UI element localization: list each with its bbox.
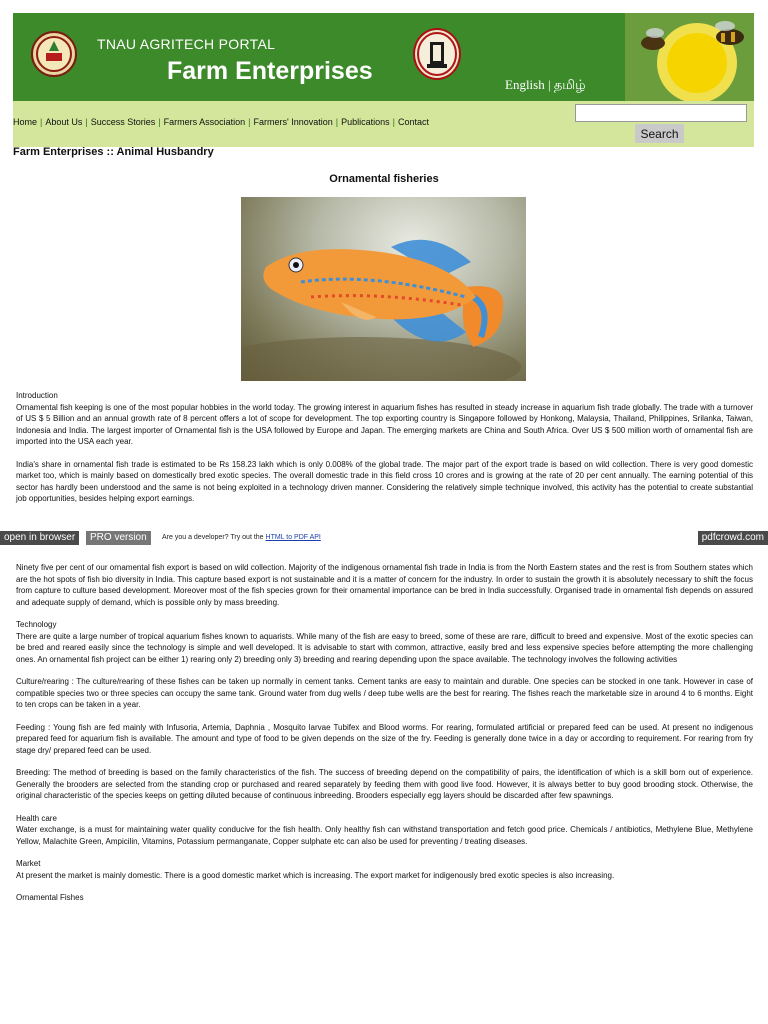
language-switcher: [505, 77, 586, 94]
intro-paragraph-1: Ornamental fish keeping is one of the most popular hobbies in the world today. The growing interest in aquarium fishes has resulted in steady increase in aquarium fish trade globally. The trade with a turnover of US $ 5 Billion and an annual growth rate of 8 percent offers a lot of scope for development. The top exporting country is Singapore followed by Honkong, Malaysia, Thailand, Philippines, Srilanka, Taiwan, Indonesia and India. The largest importer of Ornamental fish is the USA followed by Europe and Japan. The emerging markets are China and South Africa. Over US $ 500 million worth of ornamental fish are imported into the USA each year.: [16, 402, 753, 446]
pdfcrowd-link[interactable]: pdfcrowd.com: [698, 531, 768, 545]
pro-version-button[interactable]: PRO version: [86, 531, 151, 545]
site-title: Farm Enterprises: [167, 57, 373, 85]
nav-separator: |: [158, 117, 161, 127]
health-care-paragraph: Water exchange, is a must for maintaining water quality conducive for the fish health. Only healthy fish can withstand transportation and fetch good price. Chemicals / antibiotics, Methylene Blue, Methylene Yellow, Malachite Green, Ampicilin, Vitamins, Potassium permanganate, Copper sulphate etc can also be used for preventing / treating diseases.: [16, 825, 753, 846]
breadcrumb: Farm Enterprises :: Animal Husbandry: [13, 146, 214, 158]
breeding-paragraph: Breeding: The method of breeding is based on the family characteristics of the fish. The success of breeding depend on the compatibility of pairs, the identification of which is a skill born out of experience. Generally the brooders are selected from the standing crop or purchased and reared separately by feeding them with good live food. However, it is always better to buy good brooding stock. Otherwise, the original characteristic of the species keeps on getting diluted because of continuous inbreeding. Brooders especially egg layers should be discarded after few spawnings.: [16, 768, 753, 800]
main-content: [16, 562, 753, 904]
intro-section: [16, 390, 753, 505]
ornamental-fish-photo: [241, 197, 526, 381]
search-button[interactable]: Search: [635, 124, 684, 143]
open-in-browser-button[interactable]: open in browser: [0, 531, 79, 545]
nav-separator: |: [335, 117, 339, 127]
culture-paragraph: Culture/rearing : The culture/rearing of these fishes can be taken up normally in cement tanks. Cement tanks are easy to maintain and durable. One species can be stocked in one tank. However in case of compatible species two or three species can occupy the same tank. Ground water from dug wells / deep tube wells are the best for rearing. The fishes reach the marketable size in around 4 to 6 months. Eight to ten crops can be taken in a year.: [16, 677, 753, 709]
main-nav: [13, 101, 754, 147]
nav-about-us[interactable]: About Us: [45, 117, 83, 127]
portal-name: TNAU AGRITECH PORTAL: [97, 36, 276, 52]
pdfcrowd-bar: [0, 531, 768, 545]
intro-paragraph-3: Ninety five per cent of our ornamental fish export is based on wild collection. Majority of the indigenous ornamental fish trade in India is from the North Eastern states and the rest is from Southern states which are the hot spots of fish bio diversity in India. This capture based export is not sustainable and it is a matter of concern for the industry. In order to sustain the growth it is absolutely necessary to shift the focus from capture to culture based development. Moreover most of the fish species grown for their ornamental importance can be bred in India successfully. Organised trade in ornamental fish depends on assured and adequate supply of demand, which is possible only by mass breeding.: [16, 563, 753, 607]
developer-promo: [162, 534, 321, 541]
site-header: [13, 13, 754, 101]
lang-tamil-link[interactable]: தமிழ்: [553, 77, 586, 92]
bee-icon: [625, 13, 754, 101]
nav-farmers-innovation[interactable]: Farmers' Innovation: [253, 117, 333, 127]
market-paragraph: At present the market is mainly domestic. There is a good domestic market which is increasing. The export market for indigenously bred exotic species is also increasing.: [16, 870, 615, 880]
tn-government-emblem-icon: [413, 28, 461, 80]
nav-separator: |: [248, 117, 251, 127]
technology-paragraph: There are quite a large number of tropical aquarium fishes known to aquarists. While many of the fish are easy to breed, some of these are rare, difficult to breed and expensive. Most of the exotic species can be bred and reared easily since the technology is simple and well developed. It is advisable to start with common, attractive, easily bred and less expensive species before attempting the more challenging ones. An ornamental fish project can be either 1) rearing only 2) breeding only 3) breeding and rearing depending upon the space available. The technology involves the following activities: [16, 631, 753, 664]
nav-contact[interactable]: Contact: [397, 117, 429, 127]
market-heading: Market: [16, 859, 41, 868]
bee-flower-banner-image: [625, 13, 754, 101]
ornamental-fishes-heading: Ornamental Fishes: [16, 893, 84, 902]
intro-heading: Introduction: [16, 391, 58, 400]
html-to-pdf-api-link[interactable]: HTML to PDF API: [265, 534, 321, 541]
nav-farmers-association[interactable]: Farmers Association: [163, 117, 246, 127]
nav-links: [13, 117, 429, 127]
nav-separator: |: [392, 117, 395, 127]
feeding-paragraph: Feeding : Young fish are fed mainly with Infusoria, Artemia, Daphnia , Mosquito larvae Tubifex and Blood worms. For rearing, formulated artificial or prepared feed can be used. At present no indigenous prepared feed for aquarium fish is available. The amount and type of food to be given depends on the size of the fry. Feeding is generally done twice in a day or according to requirement. For rearing from fry stage dry/ prepared feed can be used.: [16, 722, 753, 755]
intro-paragraph-2: India's share in ornamental fish trade is estimated to be Rs 158.23 lakh which is only 0.008% of the global trade. The major part of the export trade is based on wild collection. There is very good domestic market too, which is mainly based on domestically bred exotic species. The overall domestic trade in this field cross 10 crores and is growing at the rate of 20 per cent annually. The earning potential of this sector has hardly been understood and the same is not being exploited in a technology driven manner. Considering the relatively simple technique involved, this activity has the potential to create substantial job opportunities, besides helping export earnings.: [16, 459, 753, 503]
nav-separator: |: [85, 117, 88, 127]
nav-home[interactable]: Home: [13, 117, 38, 127]
nav-separator: |: [40, 117, 43, 127]
lang-separator: |: [547, 77, 551, 92]
tnau-logo-icon[interactable]: [31, 31, 77, 77]
nav-publications[interactable]: Publications: [341, 117, 390, 127]
technology-heading: Technology: [16, 620, 57, 629]
search-input[interactable]: [575, 104, 747, 122]
lang-english-link[interactable]: English: [505, 77, 545, 92]
nav-success-stories[interactable]: Success Stories: [90, 117, 156, 127]
health-care-heading: Health care: [16, 813, 57, 823]
page-title: Ornamental fisheries: [329, 173, 439, 185]
developer-promo-text: Are you a developer? Try out the: [162, 534, 264, 541]
